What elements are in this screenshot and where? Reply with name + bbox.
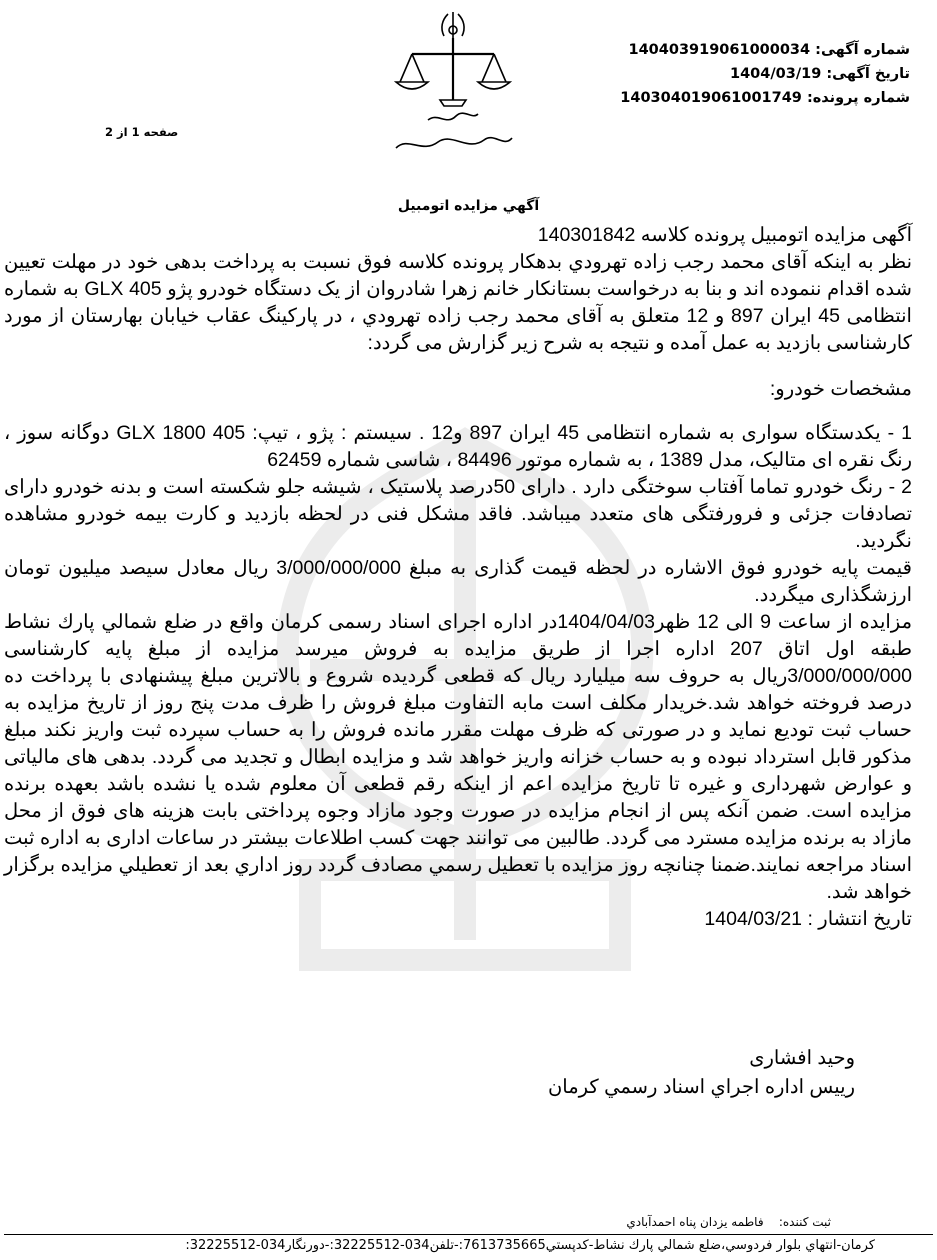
publish-date: تاریخ انتشار : 1404/03/21 [704,908,912,930]
notice-meta [590,38,910,110]
file-number-row: شماره پرونده: 140304019061001749 [620,90,910,106]
registrar-label: ثبت کننده: [778,1215,831,1229]
registrar-name: فاطمه يزدان پناه احمدآبادي [626,1215,764,1229]
case-heading: آگهی مزایده اتومبیل پرونده کلاسه 140301842 [537,224,912,246]
judiciary-emblem [378,8,528,158]
registrar [626,1215,831,1229]
notice-date-row: تاریخ آگهی: 1404/03/19 [730,66,910,82]
intro-paragraph: نظر به اینکه آقای محمد رجب زاده تهرودي بدهکار پرونده کلاسه فوق نسبت به پرداخت بدهی خود در مهلت تعیین شده اقدام ننموده اند و بنا به درخواست بستانکار خانم زهرا شادروان از یک دستگاه خودرو پژو 405 GLX به شماره انتظامی 45 ایران 897 و 12 متعلق به آقای محمد رجب زاده تهرودي ، در پارکینگ عقاب خیابان بهارستان از مورد کارشناسی بازدید به عمل آمده و نتیجه به شرح زیر گزارش می گردد: [4,251,913,354]
signature-block [0,1044,855,1102]
notice-number-row: شماره آگهی: 140403919061000034 [628,42,910,58]
page-number: صفحه 1 از 2 [105,125,179,139]
auction-terms-paragraph: مزایده از ساعت 9 الی 12 ظهر1404/04/03در اداره اجرای اسناد رسمی کرمان واقع در ضلع شمالي پارك نشاط طبقه اول اتاق 207 اداره اجرا از طریق مزایده به فروش میرسد مزایده از مبلغ پایه کارشناسی 3/000/000/000ریال به حروف سه میلیارد ریال که قطعی گردیده شروع و بالاترین مبلغ پیشنهادی با پرداخت ده درصد فروخته خواهد شد.خریدار مکلف است مابه التفاوت مبلغ فروش را ظرف مدت پنج روز از تاریخ مزایده به حساب ثبت تودیع نماید و در صورتی که ظرف مهلت مقرر مانده فروش را به حساب سپرده ثبت واریز نکند مبلغ مذکور قابل استرداد نبوده و به حساب خزانه واریز خواهد شد و مزایده ابطال و تجدید می گردد. بدهی های مالیاتی و عوارض شهرداری و غیره تا تاریخ مزایده اعم از اینکه رقم قطعی آن معلوم شده یا نشده باشد بعهده برنده مزایده است. ضمن آنکه پس از انجام مزایده در صورت وجود مازاد وجوه پرداختی بابت هزینه های فوق از محل مازاد به برنده مزایده مسترد می گردد. طالبین می توانند جهت کسب اطلاعات بیشتر در ساعات اداری به اداره ثبت اسناد مراجعه نمایند.ضمنا چنانچه روز مزایده با تعطیل رسمي مصادف گردد روز اداري بعد از تعطيلي مزايده برگزار خواهد شد. [4,611,913,903]
specs-heading: مشخصات خودرو: [769,378,912,400]
notice-number: 140403919061000034 [628,42,811,58]
signer-name: وحید افشاری [749,1047,855,1069]
file-number: 140304019061001749 [620,90,802,106]
notice-date: 1404/03/19 [730,66,822,82]
document-title: آگهي مزايده اتومبيل [397,198,540,214]
base-price-paragraph: قیمت پایه خودرو فوق الاشاره در لحظه قیمت گذاری به مبلغ 3/000/000/000 ریال معادل سیصد میلیون تومان ارزشگذاری میگردد. [4,557,912,606]
footer-address: كرمان-انتهاي بلوار فردوسي،ضلع شمالي پارك نشاط-كدپستي7613735665:-تلفن034-32225512:-دورنگار034-32225512: [185,1238,875,1253]
spec-item-2: 2 - رنگ خودرو تماما آفتاب سوختگی دارد . دارای 50درصد پلاستیک ، شیشه جلو شکسته است و بدنه خودرو دارای تصادفات جزئی و فرورفتگی های متعدد میباشد. فاقد مشکل فنی در لحظه بازدید و کارت بیمه خودرو مشاهده نگردید. [4,476,912,552]
footer-divider [4,1234,933,1235]
notice-body [4,222,912,933]
spec-item-1: 1 - یکدستگاه سواری به شماره انتظامی 45 ایران 897 و12 . سیستم : پژو ، تیپ: GLX 1800 405 دوگانه سوز ، رنگ نقره ای متالیک، مدل 1389 ، به شماره موتور 84496 ، شاسی شماره 62459 [4,422,912,471]
signer-position: رييس اداره اجراي اسناد رسمي كرمان [547,1076,855,1098]
